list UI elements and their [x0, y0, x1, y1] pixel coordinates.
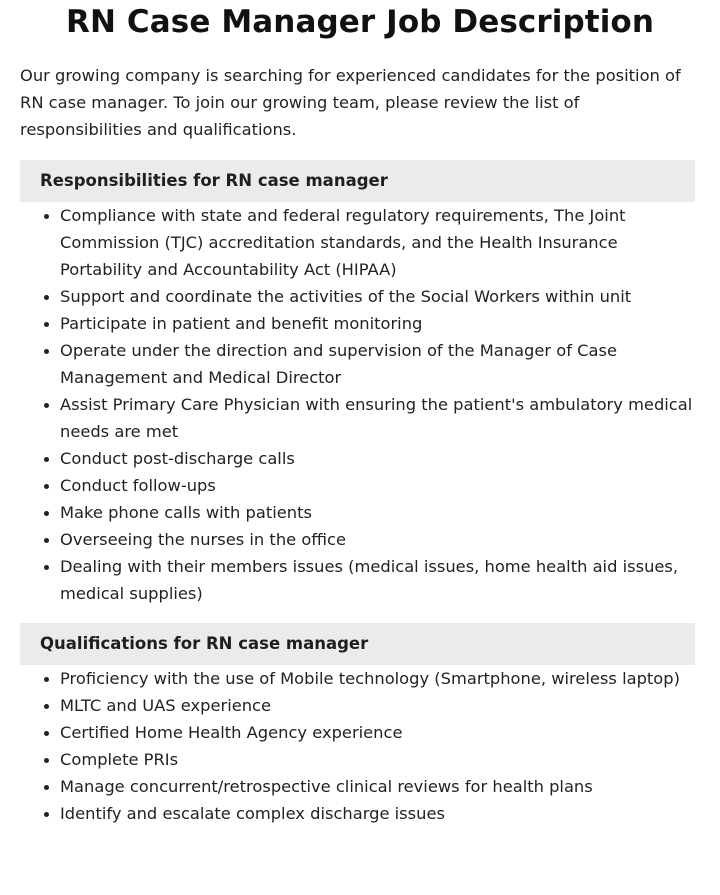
- list-item: • Manage concurrent/retrospective clinical reviews for health plans: [60, 773, 700, 800]
- list-item: • Complete PRIs: [60, 746, 700, 773]
- list-item: • Assist Primary Care Physician with ensuring the patient's ambulatory medical needs are met: [60, 391, 700, 445]
- list-item: • Participate in patient and benefit monitoring: [60, 310, 700, 337]
- list-item: • Proficiency with the use of Mobile technology (Smartphone, wireless laptop): [60, 665, 700, 692]
- list-item: • Certified Home Health Agency experience: [60, 719, 700, 746]
- list-item: • Compliance with state and federal regulatory requirements, The Joint Commission (TJC) accreditation standards, and the Health Insurance Portability and Accountability Act (HIPAA): [60, 202, 700, 283]
- list-item: • Support and coordinate the activities of the Social Workers within unit: [60, 283, 700, 310]
- list-item: • Dealing with their members issues (medical issues, home health aid issues, medical supplies): [60, 553, 700, 607]
- list-item: • Conduct follow-ups: [60, 472, 700, 499]
- responsibilities-heading: Responsibilities for RN case manager: [20, 160, 695, 202]
- list-item: • Identify and escalate complex discharge issues: [60, 800, 700, 827]
- list-item: • Overseeing the nurses in the office: [60, 526, 700, 553]
- list-item: • Operate under the direction and supervision of the Manager of Case Management and Medical Director: [60, 337, 700, 391]
- list-item: • MLTC and UAS experience: [60, 692, 700, 719]
- list-item: • Conduct post-discharge calls: [60, 445, 700, 472]
- list-item: • Make phone calls with patients: [60, 499, 700, 526]
- qualifications-heading: Qualifications for RN case manager: [20, 623, 695, 665]
- page-title: RN Case Manager Job Description: [65, 4, 654, 40]
- responsibilities-list: [0, 202, 700, 607]
- qualifications-list: [0, 665, 700, 827]
- intro-paragraph: Our growing company is searching for experienced candidates for the position of RN case manager. To join our growing team, please review the list of responsibilities and qualifications.: [20, 66, 681, 139]
